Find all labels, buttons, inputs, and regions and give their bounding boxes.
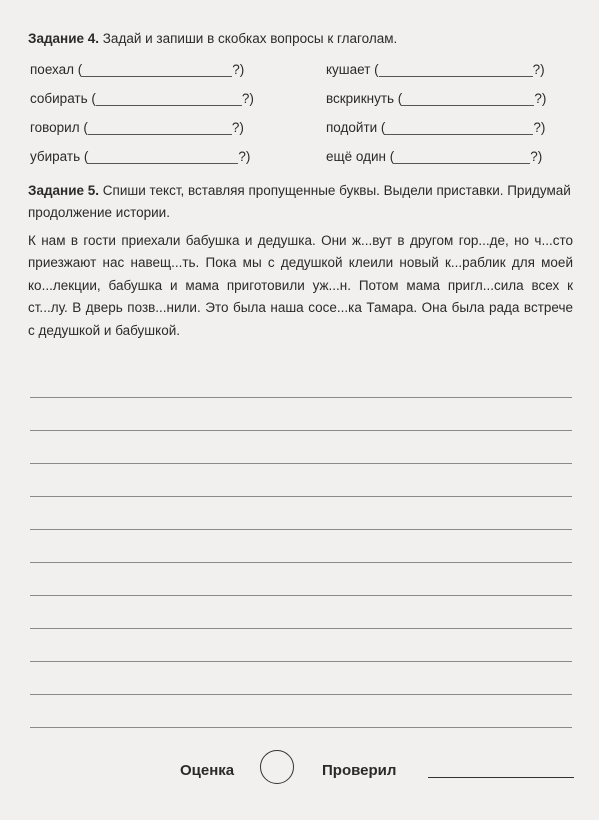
writing-line[interactable] <box>30 628 572 629</box>
grade-circle[interactable] <box>260 750 294 784</box>
question-end: ?) <box>232 62 245 77</box>
checker-signature-line[interactable] <box>428 777 574 778</box>
writing-line[interactable] <box>30 661 572 662</box>
verb-label: подойти ( <box>326 120 386 135</box>
question-row <box>326 118 545 138</box>
question-row <box>30 89 254 109</box>
question-end: ?) <box>530 149 543 164</box>
verb-label: убирать ( <box>30 149 89 164</box>
story-text: К нам в гости приехали бабушка и дедушка. Они ж...вут в другом гор...де, но ч...сто приезжают нас навещ...ть. Пока мы с дедушкой клеили новый к...раблик для моей ко...лекции, бабушка и мама приготовили уж...н. Потом мама пригл...сила всех к ст...лу. В дверь позв...нили. Это была наша сосе...ка Тамара. Она была рада встрече с дедушкой и бабушкой. <box>28 233 573 338</box>
writing-line[interactable] <box>30 694 572 695</box>
writing-line[interactable] <box>30 562 572 563</box>
task5-label: Задание 5. <box>28 183 100 198</box>
question-row <box>30 118 244 138</box>
answer-blank[interactable] <box>88 149 238 164</box>
task4-label: Задание 4. <box>28 31 100 46</box>
verb-label: ещё один ( <box>326 149 395 164</box>
question-end: ?) <box>534 91 547 106</box>
writing-line[interactable] <box>30 463 572 464</box>
question-row <box>30 147 250 167</box>
writing-line[interactable] <box>30 397 572 398</box>
answer-blank[interactable] <box>402 91 534 106</box>
answer-blank[interactable] <box>88 120 232 135</box>
grade-label: Оценка <box>180 762 235 779</box>
task4-instruction: Задай и запиши в скобках вопросы к глаголам. <box>102 31 398 46</box>
writing-line[interactable] <box>30 529 572 530</box>
question-row <box>326 89 546 109</box>
question-row <box>326 60 545 80</box>
question-row <box>30 60 244 80</box>
task4-heading <box>28 28 397 50</box>
answer-blank[interactable] <box>96 91 242 106</box>
writing-line[interactable] <box>30 430 572 431</box>
question-end: ?) <box>533 120 546 135</box>
question-end: ?) <box>238 149 251 164</box>
task5-instruction: Спиши текст, вставляя пропущенные буквы. Выдели приставки. Придумай продолжение истории. <box>28 183 571 220</box>
writing-line[interactable] <box>30 727 572 728</box>
question-row <box>326 147 542 167</box>
question-end: ?) <box>241 91 254 106</box>
checked-by-label: Проверил <box>322 762 397 779</box>
answer-blank[interactable] <box>82 62 232 77</box>
question-end: ?) <box>532 62 545 77</box>
writing-line[interactable] <box>30 595 572 596</box>
answer-blank[interactable] <box>394 149 530 164</box>
verb-label: кушает ( <box>326 62 379 77</box>
answer-blank[interactable] <box>385 120 533 135</box>
task5-heading <box>28 180 573 224</box>
verb-label: вскрикнуть ( <box>326 91 403 106</box>
question-end: ?) <box>231 120 244 135</box>
verb-label: говорил ( <box>30 120 88 135</box>
verb-label: собирать ( <box>30 91 96 106</box>
writing-line[interactable] <box>30 496 572 497</box>
verb-label: поехал ( <box>30 62 83 77</box>
answer-blank[interactable] <box>379 62 533 77</box>
